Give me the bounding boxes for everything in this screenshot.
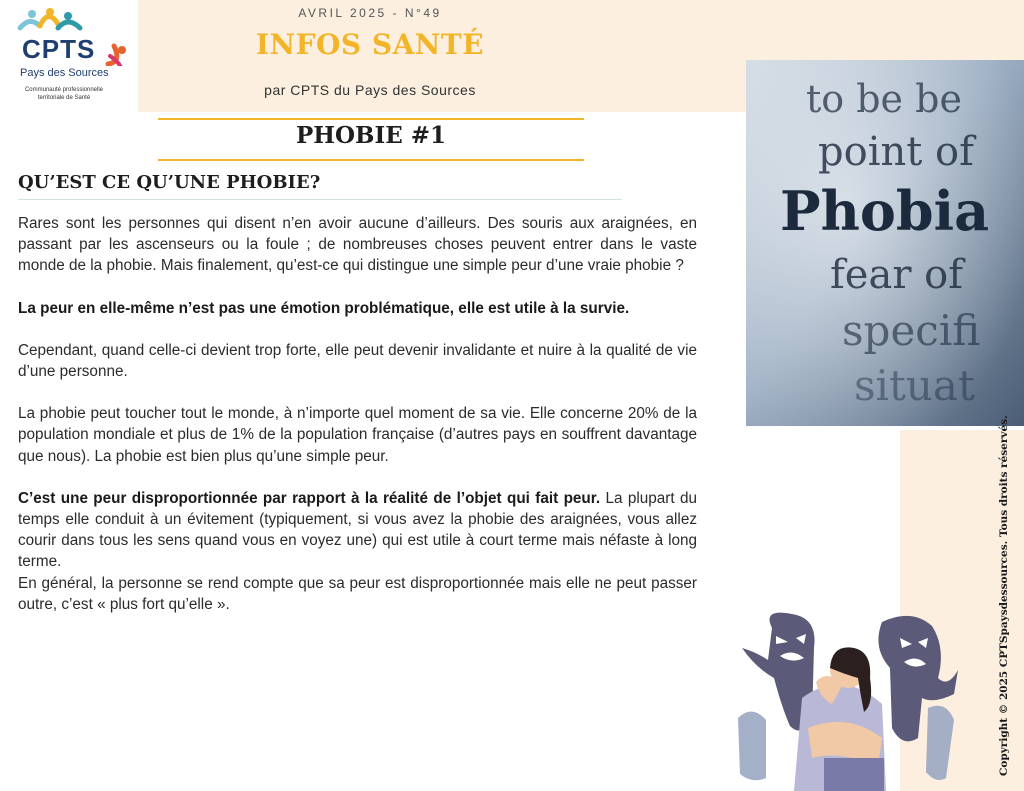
- logo-description: Communauté professionnelle territoriale de Santé: [24, 87, 104, 101]
- paragraph-emphasis: [18, 298, 697, 319]
- paragraph-definition: [18, 488, 697, 573]
- fearful-girl-illustration: [732, 608, 964, 791]
- masthead-title: INFOS SANTÉ: [255, 28, 485, 61]
- hero-line-3: Phobia: [780, 179, 990, 243]
- byline: par CPTS du Pays des Sources: [264, 82, 476, 98]
- copyright-notice: Copyright © 2025 CPTSpaysdessources. Tous droits réservés.: [998, 415, 1010, 776]
- hero-line-6: situat: [854, 361, 975, 410]
- logo-subtitle: Pays des Sources: [20, 67, 109, 79]
- title-rule-bottom: [158, 159, 584, 161]
- paragraph-prevalence: La phobie peut toucher tout le monde, à n’importe quel moment de sa vie. Elle concerne 20% de la population mondiale et plus de 1% de la population française (d’autres pays en souffrent davantage que nous). La phobie est bien plus qu’une simple peur.: [18, 405, 697, 465]
- paragraph-intro: Rares sont les personnes qui disent n’en avoir aucune d’ailleurs. Des souris aux araignées, en passant par les ascenseurs ou la foule ; de nombreuses choses peuvent entrer dans le vaste monde de la phobie. Mais finalement, qu’est-ce qui distingue une simple peur d’une vraie phobie ?: [18, 215, 697, 275]
- issue-line: AVRIL 2025 - N°49: [298, 6, 442, 20]
- phobia-dictionary-image: [746, 60, 1024, 426]
- hero-line-1: to be be: [806, 77, 962, 121]
- article-body: [18, 213, 697, 615]
- hero-line-4: fear of: [830, 252, 964, 298]
- paragraph-conclusion: En général, la personne se rend compte que sa peur est disproportionnée mais elle ne peut passer outre, c’est « plus fort qu’elle ».: [18, 574, 697, 613]
- title-rule-top: [158, 118, 584, 120]
- definition-emphasis: C’est une peur disproportionnée par rapport à la réalité de l’objet qui fait peur.: [18, 489, 601, 507]
- hero-line-5: specifi: [842, 306, 981, 355]
- page-title: PHOBIE #1: [295, 122, 447, 149]
- paragraph-impact: Cependant, quand celle-ci devient trop forte, elle peut devenir invalidante et nuire à la qualité de vie d’une personne.: [18, 341, 697, 381]
- definition-text: La plupart du temps elle conduit à un évitement (typiquement, si vous avez la phobie des araignées, vous allez courir dans tous les sens quand vous en voyez une) qui est utile à court terme mais néfaste à long terme.: [18, 489, 697, 571]
- hero-line-2: point of: [818, 129, 974, 175]
- logo-name: CPTS: [22, 34, 96, 64]
- emphasis-text: La peur en elle-même n’est pas une émotion problématique, elle est utile à la survie.: [18, 299, 630, 317]
- heading-underline: [18, 199, 622, 200]
- section-heading: QU’EST CE QU’UNE PHOBIE?: [18, 172, 321, 193]
